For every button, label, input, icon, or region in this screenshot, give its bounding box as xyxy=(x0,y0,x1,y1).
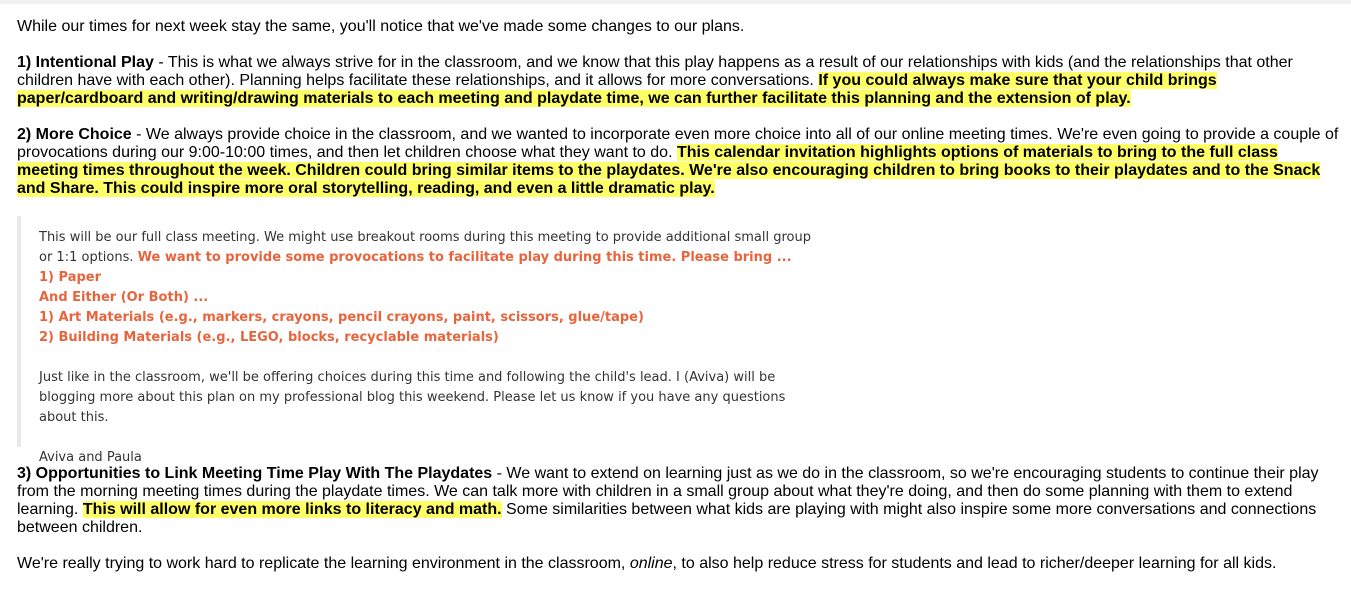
closing-paragraph xyxy=(17,555,1342,573)
quote-list-item: 1) Paper xyxy=(39,270,101,285)
quoted-calendar-invitation xyxy=(17,216,811,465)
highlighted-text: This calendar invitation highlights options of materials to bring to the full class meeting times throughout the week. Children could bring similar items to the playdates. We're also encouraging children to bring books to their playdates and to the Snack and Share. This could inspire more oral storytelling, reading, and even a little dramatic play. xyxy=(17,144,1321,197)
top-divider xyxy=(0,0,1351,4)
section-title: 2) More Choice xyxy=(17,126,132,143)
highlighted-text: If you could always make sure that your child brings paper/cardboard and writing/drawing materials to each meeting and playdate time, we can further facilitate this planning and the extension of play. xyxy=(17,72,1217,107)
section-more-choice xyxy=(17,126,1342,198)
quote-materials-block xyxy=(39,228,811,348)
highlighted-text: This will allow for even more links to literacy and math. xyxy=(82,501,502,518)
section-text-after: Some similarities between what kids are playing with might also inspire some more conversations and connections between children. xyxy=(17,501,1317,536)
section-text: - This is what we always strive for in the classroom, and we know that this play happens as a result of our relationships with kids (and the relationships that other children have with each other). Planning helps facilitate these relationships, and it allows for more conversations. xyxy=(17,54,1293,89)
quote-list-item: 2) Building Materials (e.g., LEGO, blocks, recyclable materials) xyxy=(39,330,499,345)
section-text: - We want to extend on learning just as we do in the classroom, so we're encouraging students to continue their play from the morning meeting times during the playdate times. We can talk more with children in a small group about what they're doing, and then do some planning with them to extend learning. xyxy=(17,465,1319,518)
section-text: - We always provide choice in the classroom, and we wanted to incorporate even more choice into all of our online meeting times. We're even going to provide a couple of provocations during our 9:00-10:00 times, and then let children choose what they want to do. xyxy=(17,126,1339,161)
closing-text: We're really trying to work hard to replicate the learning environment in the classroom, xyxy=(17,555,630,572)
quote-list-item: And Either (Or Both) ... xyxy=(39,290,209,305)
intro-paragraph: While our times for next week stay the same, you'll notice that we've made some changes to our plans. xyxy=(17,18,745,35)
closing-text-after: , to also help reduce stress for students and lead to richer/deeper learning for all kids. xyxy=(672,555,1277,572)
section-intentional-play xyxy=(17,54,1342,108)
quote-body: Just like in the classroom, we'll be offering choices during this time and following the child's lead. I (Aviva) will be blogging more about this plan on my professional blog this weekend. Please let us know if you have any questions about this. xyxy=(39,370,786,425)
closing-emphasis: online xyxy=(629,555,673,572)
quote-signature: Aviva and Paula xyxy=(39,450,142,465)
section-title: 1) Intentional Play xyxy=(17,54,154,71)
section-title: 3) Opportunities to Link Meeting Time Play With The Playdates xyxy=(17,465,493,482)
quote-provocation-line: We want to provide some provocations to facilitate play during this time. Please bring ... xyxy=(137,250,792,265)
quote-intro: This will be our full class meeting. We might use breakout rooms during this meeting to provide additional small group or 1:1 options. xyxy=(39,230,811,265)
message-body xyxy=(17,18,1342,591)
section-link-playdates xyxy=(17,465,1342,537)
quote-list-item: 1) Art Materials (e.g., markers, crayons, pencil crayons, paint, scissors, glue/tape) xyxy=(39,310,644,325)
